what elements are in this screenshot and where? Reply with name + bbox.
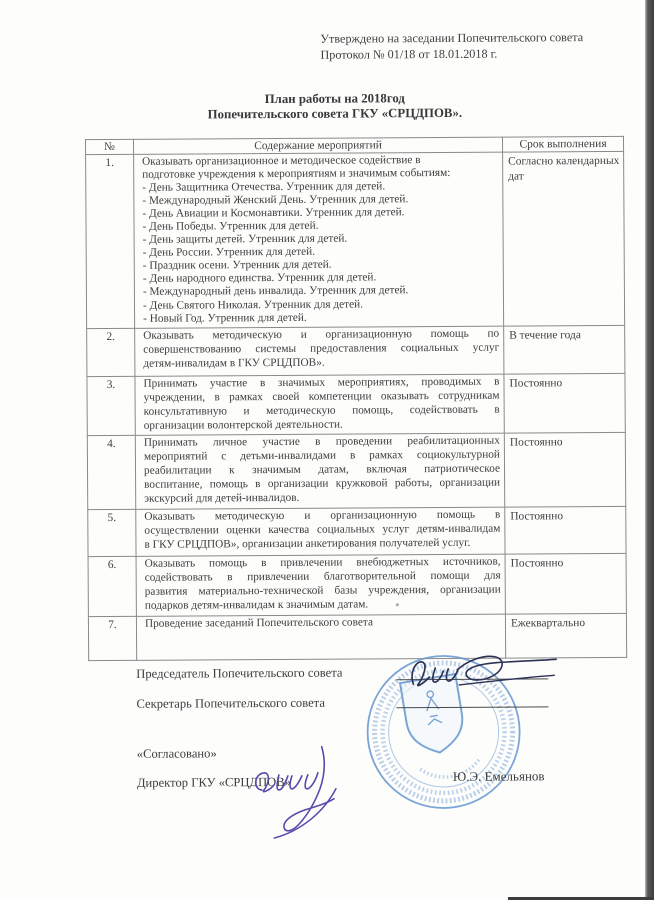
table-row bbox=[87, 432, 625, 509]
chairman-signature-ink bbox=[399, 647, 569, 698]
content-line: - День Победы. Утренник для детей. bbox=[142, 219, 319, 234]
content-line: экскурсий для детей-инвалидов. bbox=[144, 491, 300, 505]
table-row bbox=[86, 151, 625, 328]
content-line: содействовать в привлечении благотворительной помощи для bbox=[144, 569, 501, 584]
content-line: в ГКУ СРЦДПОВ», организации анкетирования получателей услуг. bbox=[144, 536, 471, 551]
content-line: развития материально-технической базы учреждения, организации bbox=[144, 583, 501, 598]
content-line: - День Защитника Отечества. Утренник для детей. bbox=[142, 180, 386, 194]
content-line: Оказывать организационное и методическое содействие в bbox=[142, 154, 421, 168]
plan-table bbox=[85, 136, 627, 661]
content-line: осуществлении оценки качества социальных услуг детям-инвалидам bbox=[144, 522, 501, 537]
table-row bbox=[87, 325, 625, 376]
content-line: мероприятий с детьми-инвалидами в рамках социокультурной bbox=[143, 448, 500, 463]
title-line-2: Попечительского совета ГКУ «СРЦДПОВ». bbox=[207, 105, 463, 122]
content-line: консультативную и методическую помощь, содействовать в bbox=[143, 403, 500, 418]
content-line: учреждении, в рамках своей компетенции оказывать сотрудникам bbox=[143, 389, 500, 404]
chairman-label: Председатель Попечительского совета bbox=[136, 665, 343, 681]
content-line: - Международный день инвалида. Утренник для детей. bbox=[142, 284, 409, 299]
row-term: Ежеквартально bbox=[505, 613, 626, 658]
header-number: № bbox=[85, 139, 133, 154]
content-line: - День России. Утренник для детей. bbox=[142, 246, 316, 260]
row-number: 6. bbox=[88, 556, 136, 616]
row-content bbox=[135, 374, 504, 435]
content-line: - День народного единства. Утренник для детей. bbox=[142, 271, 377, 286]
row-content bbox=[135, 326, 504, 376]
content-line: Принимать личное участие в проведении реабилитационных bbox=[143, 434, 500, 449]
secretary-label: Секретарь Попечительского совета bbox=[136, 695, 325, 711]
content-line: Оказывать методическую и организационную помощь в bbox=[144, 508, 501, 523]
approval-line-2: Протокол № 01/18 от 18.01.2018 г. bbox=[320, 46, 498, 62]
plan-table-body bbox=[86, 151, 627, 660]
content-line: - Новый Год. Утренник для детей. bbox=[143, 311, 307, 325]
content-line: Проведение заседаний Попечительского совета bbox=[144, 616, 373, 630]
agreed-label: «Согласовано» bbox=[136, 746, 217, 761]
content-line: совершенствованию системы предоставления социальных услуг bbox=[143, 341, 500, 356]
content-line: воспитание, помощь в организации кружковой работы, организации bbox=[144, 476, 501, 491]
content-line: - День защиты детей. Утренник для детей. bbox=[142, 232, 348, 247]
content-line: подарков детям-инвалидам к значимым датам. bbox=[144, 598, 369, 612]
document-title bbox=[30, 90, 640, 124]
row-term: Постоянно bbox=[505, 506, 626, 554]
approval-block bbox=[320, 30, 620, 63]
content-line: подготовке учреждения к мероприятиям и значимым событиям: bbox=[142, 166, 451, 181]
title-line-1: План работы на 2018год bbox=[264, 91, 405, 107]
row-number: 1. bbox=[86, 154, 135, 328]
content-line: Оказывать методическую и организационную помощь по bbox=[143, 327, 500, 342]
table-row bbox=[88, 553, 626, 616]
table-row bbox=[87, 373, 625, 435]
header-content: Содержание мероприятий bbox=[133, 137, 502, 154]
content-line: - Международный Женский День. Утренник для детей. bbox=[142, 193, 409, 207]
content-line: - День Святого Николая. Утренник для детей. bbox=[142, 297, 363, 312]
row-content bbox=[136, 554, 505, 616]
row-content bbox=[135, 433, 504, 509]
row-number: 3. bbox=[87, 376, 135, 435]
director-signature-ink bbox=[236, 733, 367, 844]
scan-edge-right bbox=[645, 0, 654, 900]
content-line: Оказывать помощь в привлечении внебюджетных источников, bbox=[144, 555, 501, 570]
director-label: Директор ГКУ «СРЦДПОВ» bbox=[136, 774, 291, 790]
content-line: - Праздник осени. Утренник для детей. bbox=[142, 259, 332, 273]
row-term: Постоянно bbox=[504, 373, 625, 433]
row-content bbox=[136, 507, 505, 556]
content-line: организации волонтерской деятельности. bbox=[143, 418, 343, 432]
row-content bbox=[134, 152, 504, 328]
content-line: реабилитации к значимым датам, включая патриотическое bbox=[143, 462, 501, 477]
content-line: Принимать участие в значимых мероприятиях, проводимых в bbox=[143, 375, 500, 390]
row-term: Постоянно bbox=[505, 553, 626, 614]
row-term: Постоянно bbox=[504, 432, 625, 507]
row-term: Согласно календарных дат bbox=[503, 151, 625, 326]
row-number: 4. bbox=[87, 435, 135, 509]
table-row bbox=[88, 506, 626, 556]
row-number: 5. bbox=[88, 509, 136, 556]
row-number: 2. bbox=[87, 328, 135, 376]
content-line: - День Авиации и Космонавтики. Утренник для детей. bbox=[142, 206, 405, 220]
row-term: В течение года bbox=[504, 325, 625, 374]
scan-speck bbox=[396, 603, 399, 606]
approval-line-1: Утверждено на заседании Попечительского совета bbox=[320, 30, 584, 46]
director-name: Ю.Э. Емельянов bbox=[452, 768, 545, 784]
row-number: 7. bbox=[88, 616, 136, 660]
content-line: детям-инвалидам в ГКУ СРЦДПОВ». bbox=[143, 356, 325, 370]
header-term: Срок выполнения bbox=[502, 136, 623, 152]
